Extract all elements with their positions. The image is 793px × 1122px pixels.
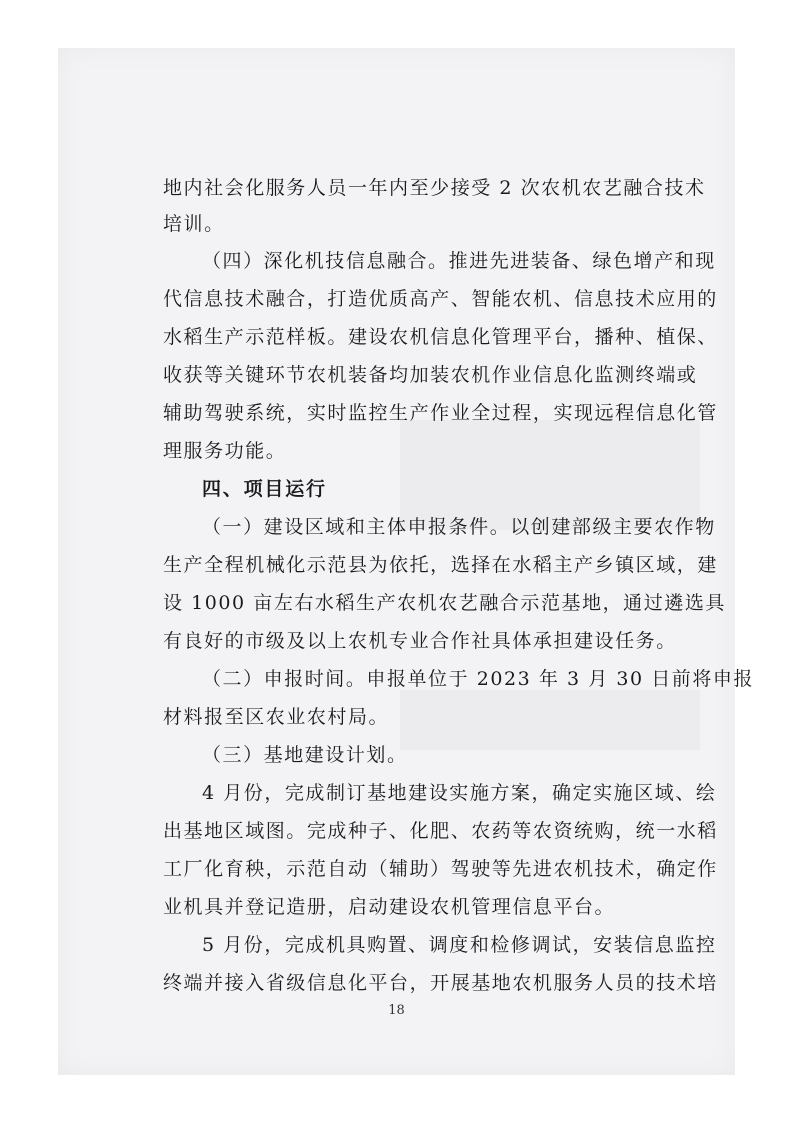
body-line: 5 月份，完成机具购置、调度和检修调试，安装信息监控 bbox=[202, 934, 717, 956]
body-line: 有良好的市级及以上农机专业合作社具体承担建设任务。 bbox=[163, 630, 677, 652]
page-number: 18 bbox=[388, 1003, 405, 1018]
section-subheading-line: （一）建设区域和主体申报条件。以创建部级主要农作物 bbox=[202, 516, 716, 538]
section-subheading-line: （二）申报时间。申报单位于 2023 年 3 月 30 日前将申报 bbox=[202, 668, 755, 690]
body-line: 出基地区域图。完成种子、化肥、农药等农资统购，统一水稻 bbox=[163, 820, 718, 842]
body-line: 水稻生产示范样板。建设农机信息化管理平台，播种、植保、 bbox=[163, 326, 718, 348]
body-line: 终端并接入省级信息化平台，开展基地农机服务人员的技术培 bbox=[163, 972, 718, 994]
body-line: 辅助驾驶系统，实时监控生产作业全过程，实现远程信息化管 bbox=[163, 402, 718, 424]
body-line: 培训。 bbox=[163, 213, 225, 235]
body-line: 业机具并登记造册，启动建设农机管理信息平台。 bbox=[163, 896, 616, 918]
body-line: 设 1000 亩左右水稻生产农机农艺融合示范基地，通过遴选具 bbox=[163, 592, 726, 614]
body-line: 材料报至区农业农村局。 bbox=[163, 706, 390, 728]
body-line: 收获等关键环节农机装备均加装农机作业信息化监测终端或 bbox=[163, 364, 698, 386]
body-line: 地内社会化服务人员一年内至少接受 2 次农机农艺融合技术 bbox=[163, 177, 706, 199]
body-line: 理服务功能。 bbox=[163, 440, 287, 462]
section-heading: 四、项目运行 bbox=[202, 478, 327, 500]
show-through-shadow bbox=[400, 690, 700, 750]
body-line: 4 月份，完成制订基地建设实施方案，确定实施区域、绘 bbox=[202, 782, 717, 804]
body-line: 生产全程机械化示范县为依托，选择在水稻主产乡镇区域，建 bbox=[163, 554, 718, 576]
body-line: 工厂化育秧，示范自动（辅助）驾驶等先进农机技术，确定作 bbox=[163, 858, 718, 880]
section-subheading: （三）基地建设计划。 bbox=[202, 744, 408, 766]
section-subheading-line: （四）深化机技信息融合。推进先进装备、绿色增产和现 bbox=[202, 250, 716, 272]
body-line: 代信息技术融合，打造优质高产、智能农机、信息技术应用的 bbox=[163, 288, 718, 310]
